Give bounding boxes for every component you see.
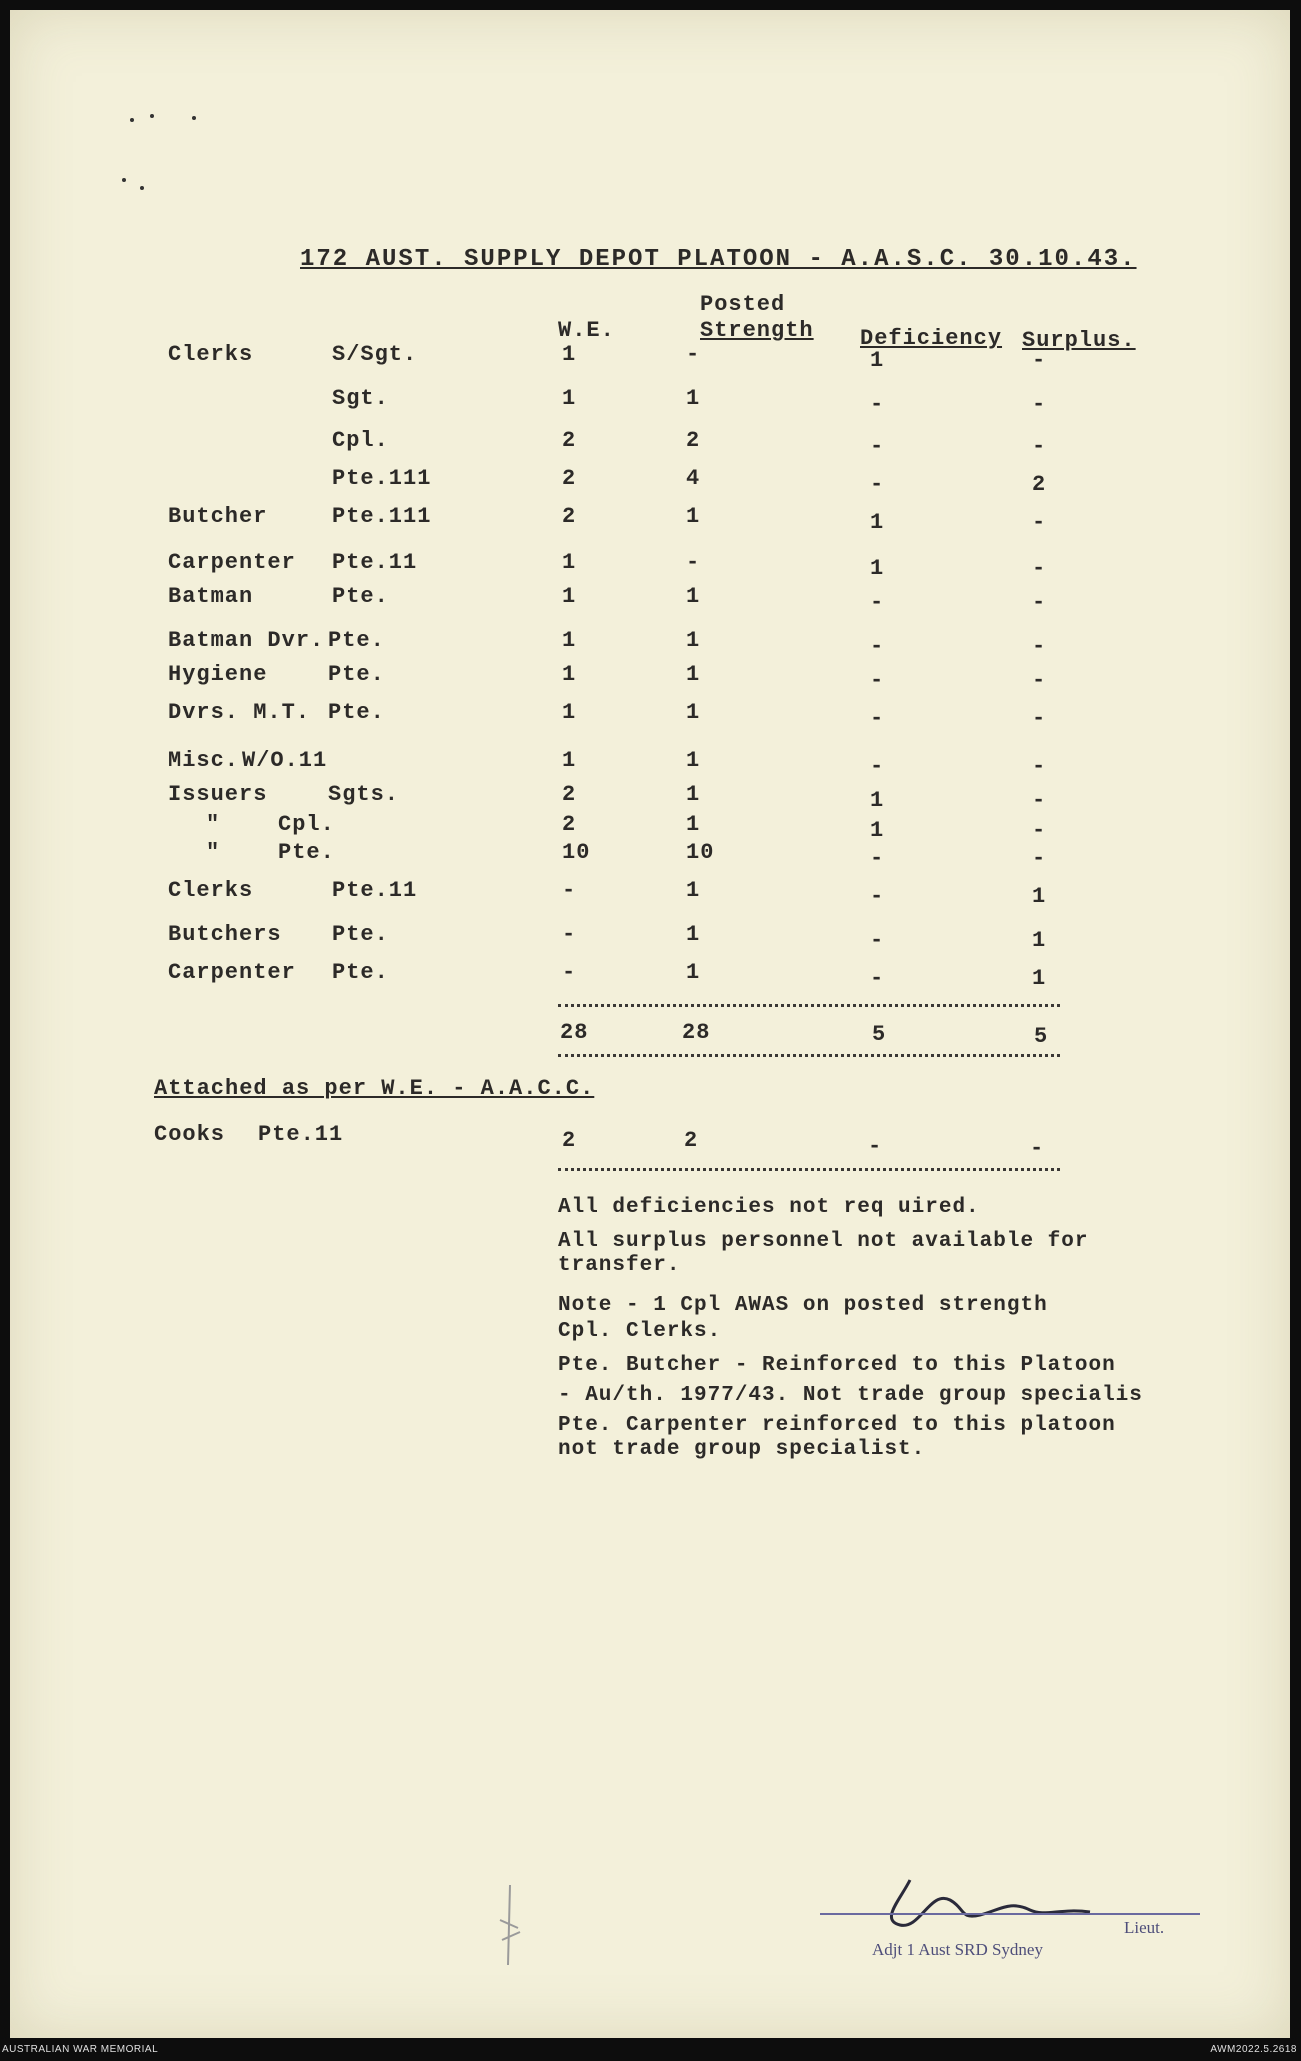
footer-credit: AUSTRALIAN WAR MEMORIAL	[2, 2044, 159, 2055]
table-cell-deficiency: -	[870, 966, 885, 991]
table-cell-surplus: -	[1032, 392, 1047, 417]
table-cell-we: -	[562, 922, 577, 947]
table-cell-we: 1	[562, 584, 577, 609]
attached-rule	[558, 1168, 1060, 1171]
table-cell-posted: 2	[686, 428, 701, 453]
table-cell-posted: 1	[686, 504, 701, 529]
table-cell-surplus: -	[1032, 634, 1047, 659]
table-cell-posted: 1	[686, 386, 701, 411]
table-cell-deficiency: -	[870, 706, 885, 731]
pin-mark	[192, 116, 196, 120]
attached-we: 2	[562, 1128, 577, 1153]
note-line: not trade group specialist.	[558, 1438, 926, 1461]
table-cell-rank: Pte.111	[332, 504, 432, 529]
signature-line	[820, 1913, 1200, 1915]
table-cell-rank: Pte.11	[332, 878, 418, 903]
attached-posted: 2	[684, 1128, 699, 1153]
attached-surplus: -	[1030, 1136, 1045, 1161]
table-cell-surplus: -	[1032, 788, 1047, 813]
attached-heading: Attached as per W.E. - A.A.C.C.	[154, 1076, 595, 1101]
signature-icon	[870, 1870, 1110, 1940]
table-cell-surplus: -	[1032, 590, 1047, 615]
table-cell-posted: -	[686, 342, 701, 367]
table-cell-trade: "	[206, 840, 221, 865]
table-cell-we: -	[562, 960, 577, 985]
table-cell-surplus: 1	[1032, 884, 1047, 909]
table-cell-surplus: -	[1032, 668, 1047, 693]
table-cell-surplus: 1	[1032, 966, 1047, 991]
pin-mark	[122, 178, 126, 182]
total-deficiency: 5	[872, 1022, 887, 1047]
table-cell-posted: 1	[686, 584, 701, 609]
table-cell-posted: 1	[686, 700, 701, 725]
table-cell-we: 10	[562, 840, 591, 865]
table-cell-deficiency: -	[870, 634, 885, 659]
table-cell-rank: Sgt.	[332, 386, 389, 411]
signature-rank: Lieut.	[1124, 1918, 1165, 1937]
table-cell-posted: -	[686, 550, 701, 575]
table-cell-rank: Pte.	[278, 840, 335, 865]
pin-mark	[140, 186, 144, 190]
column-header-posted-2: Strength	[700, 318, 814, 343]
note-line: Note - 1 Cpl AWAS on posted strength	[558, 1294, 1048, 1317]
attached-deficiency: -	[868, 1134, 883, 1159]
table-cell-rank: W/O.11	[242, 748, 328, 773]
table-cell-rank: Pte.	[328, 662, 385, 687]
table-cell-deficiency: -	[870, 846, 885, 871]
table-cell-surplus: -	[1032, 706, 1047, 731]
note-line: All surplus personnel not available for	[558, 1230, 1089, 1253]
table-cell-surplus: -	[1032, 348, 1047, 373]
total-we: 28	[560, 1020, 589, 1045]
table-cell-rank: Pte.	[332, 584, 389, 609]
table-cell-trade: Clerks	[168, 878, 254, 903]
table-cell-we: 2	[562, 812, 577, 837]
table-cell-deficiency: 1	[870, 818, 885, 843]
table-cell-trade: Carpenter	[168, 550, 296, 575]
table-cell-surplus: -	[1032, 434, 1047, 459]
table-cell-surplus: -	[1032, 510, 1047, 535]
note-line: transfer.	[558, 1254, 681, 1277]
table-cell-deficiency: -	[870, 434, 885, 459]
table-cell-surplus: -	[1032, 818, 1047, 843]
table-cell-we: -	[562, 878, 577, 903]
officer-stamp: Adjt 1 Aust SRD Sydney	[872, 1940, 1043, 1959]
column-header-we: W.E.	[558, 318, 615, 343]
table-cell-surplus: 2	[1032, 472, 1047, 497]
note-line: - Au/th. 1977/43. Not trade group specialis	[558, 1384, 1143, 1407]
table-cell-we: 2	[562, 466, 577, 491]
table-cell-deficiency: 1	[870, 788, 885, 813]
table-cell-rank: Pte.	[328, 628, 385, 653]
table-cell-posted: 1	[686, 628, 701, 653]
table-cell-we: 1	[562, 550, 577, 575]
note-line: Pte. Butcher - Reinforced to this Platoon	[558, 1354, 1116, 1377]
pin-mark	[150, 114, 154, 118]
note-line: All deficiencies not req uired.	[558, 1196, 980, 1219]
footer-reference: AWM2022.5.2618	[1210, 2044, 1297, 2055]
table-cell-we: 1	[562, 700, 577, 725]
table-cell-rank: Pte.11	[332, 550, 418, 575]
table-cell-surplus: -	[1032, 754, 1047, 779]
table-cell-rank: Pte.	[332, 960, 389, 985]
table-cell-deficiency: -	[870, 668, 885, 693]
table-cell-posted: 1	[686, 662, 701, 687]
table-cell-trade: Butchers	[168, 922, 282, 947]
column-header-deficiency: Deficiency	[860, 326, 1003, 351]
note-line: Cpl. Clerks.	[558, 1320, 722, 1343]
document-page	[10, 10, 1290, 2038]
table-cell-posted: 1	[686, 782, 701, 807]
pencil-mark-icon	[490, 1880, 530, 1970]
note-line: Pte. Carpenter reinforced to this platoon	[558, 1414, 1116, 1437]
table-cell-trade: Butcher	[168, 504, 268, 529]
table-cell-deficiency: -	[870, 392, 885, 417]
table-cell-rank: Pte.	[332, 922, 389, 947]
table-cell-posted: 1	[686, 812, 701, 837]
table-cell-rank: Cpl.	[332, 428, 389, 453]
table-cell-deficiency: -	[870, 472, 885, 497]
table-cell-rank: S/Sgt.	[332, 342, 418, 367]
table-cell-deficiency: 1	[870, 556, 885, 581]
table-cell-we: 1	[562, 662, 577, 687]
table-cell-posted: 1	[686, 748, 701, 773]
table-cell-trade: Clerks	[168, 342, 254, 367]
table-cell-trade: Carpenter	[168, 960, 296, 985]
table-cell-surplus: -	[1032, 556, 1047, 581]
pin-mark	[130, 118, 134, 122]
table-cell-we: 1	[562, 748, 577, 773]
table-cell-trade: Issuers	[168, 782, 268, 807]
table-cell-we: 2	[562, 504, 577, 529]
column-header-posted-1: Posted	[700, 292, 786, 317]
table-cell-posted: 1	[686, 960, 701, 985]
totals-rule-bottom	[558, 1054, 1060, 1057]
attached-rank: Pte.11	[258, 1122, 344, 1147]
table-cell-rank: Pte.111	[332, 466, 432, 491]
table-cell-surplus: 1	[1032, 928, 1047, 953]
table-cell-deficiency: -	[870, 928, 885, 953]
table-cell-we: 1	[562, 386, 577, 411]
table-cell-deficiency: -	[870, 884, 885, 909]
table-cell-deficiency: 1	[870, 348, 885, 373]
table-cell-posted: 10	[686, 840, 715, 865]
table-cell-we: 1	[562, 342, 577, 367]
table-cell-deficiency: -	[870, 590, 885, 615]
totals-rule-top	[558, 1004, 1060, 1007]
table-cell-we: 2	[562, 428, 577, 453]
table-cell-posted: 1	[686, 878, 701, 903]
table-cell-rank: Pte.	[328, 700, 385, 725]
table-cell-rank: Sgts.	[328, 782, 400, 807]
table-cell-trade: "	[206, 812, 221, 837]
attached-trade: Cooks	[154, 1122, 226, 1147]
table-cell-deficiency: 1	[870, 510, 885, 535]
table-cell-trade: Hygiene	[168, 662, 268, 687]
table-cell-rank: Cpl.	[278, 812, 335, 837]
total-posted: 28	[682, 1020, 711, 1045]
total-surplus: 5	[1034, 1024, 1049, 1049]
table-cell-deficiency: -	[870, 754, 885, 779]
column-header-surplus: Surplus.	[1022, 328, 1136, 353]
table-cell-trade: Dvrs. M.T.	[168, 700, 311, 725]
document-title: 172 AUST. SUPPLY DEPOT PLATOON - A.A.S.C. 30.10.43.	[300, 246, 1137, 273]
table-cell-trade: Batman	[168, 584, 254, 609]
table-cell-trade: Batman Dvr.	[168, 628, 325, 653]
table-cell-we: 2	[562, 782, 577, 807]
table-cell-posted: 1	[686, 922, 701, 947]
table-cell-surplus: -	[1032, 846, 1047, 871]
table-cell-posted: 4	[686, 466, 701, 491]
table-cell-trade: Misc.	[168, 748, 240, 773]
table-cell-we: 1	[562, 628, 577, 653]
